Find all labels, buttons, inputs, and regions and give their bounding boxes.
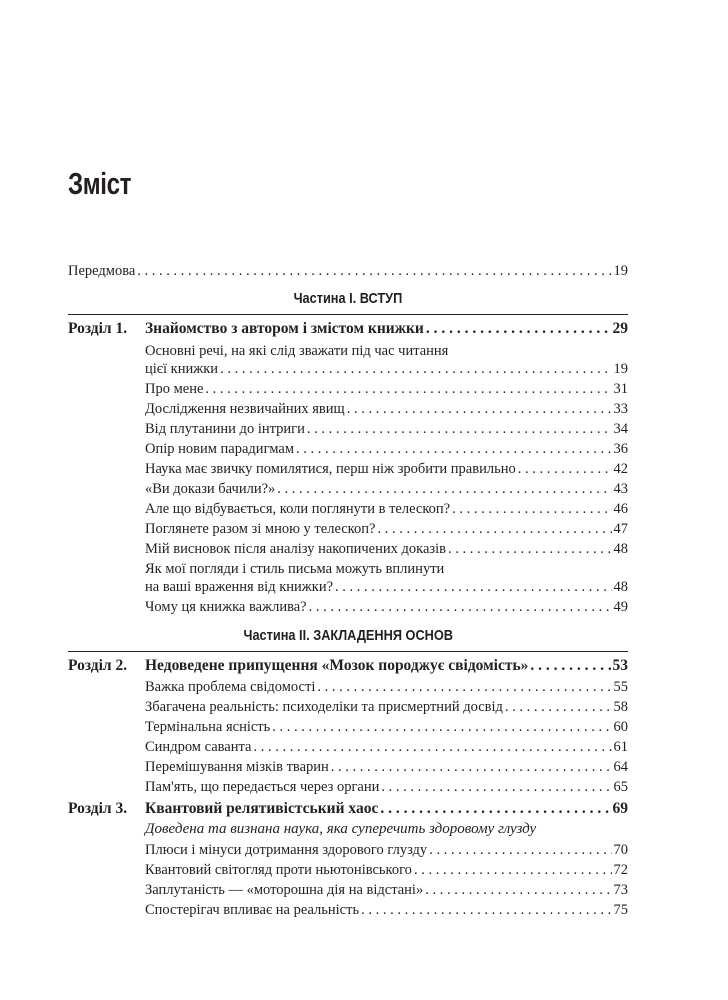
entry-page: 31 (613, 381, 628, 397)
entry-page: 19 (613, 263, 628, 279)
page-title: Зміст (68, 166, 132, 201)
entry-page: 64 (613, 759, 628, 775)
entry-page: 48 (613, 541, 628, 557)
entry-page: 75 (613, 902, 628, 918)
entry-page: 65 (613, 779, 628, 795)
leader-dots (253, 738, 611, 756)
leader-dots (307, 420, 612, 438)
toc-entry[interactable] (145, 460, 628, 478)
toc-entry[interactable] (145, 678, 628, 696)
toc-entry[interactable] (145, 420, 628, 438)
entry-page: 43 (613, 481, 628, 497)
entry-page: 46 (613, 501, 628, 517)
entry-label: на ваші враження від книжки? (145, 579, 334, 595)
leader-dots (272, 718, 611, 736)
entry-label: Мій висновок після аналізу накопичених доказів (145, 541, 446, 557)
chapter-subtitle: Доведена та визнана наука, яка суперечить здоровому глузду (145, 821, 537, 837)
entry-label: Дослідження незвичайних явищ (145, 401, 345, 417)
entry-page: 34 (613, 421, 628, 437)
entry-label: Але що відбувається, коли поглянути в телескоп? (145, 501, 451, 517)
entry-page: 60 (613, 719, 628, 735)
toc-entry[interactable] (145, 500, 628, 518)
entry-label: «Ви докази бачили?» (145, 481, 276, 497)
leader-dots (426, 320, 611, 338)
toc-entry[interactable] (145, 841, 628, 859)
entry-label: цієї книжки (145, 361, 219, 377)
toc-entry[interactable] (145, 598, 628, 616)
divider (68, 314, 628, 315)
toc-entry[interactable] (145, 758, 628, 776)
toc-entry[interactable] (145, 901, 628, 919)
entry-label: Пам'ять, що передається через органи (145, 779, 380, 795)
part-heading: Частина I. ВСТУП (293, 290, 403, 307)
entry-page: 36 (613, 441, 628, 457)
entry-label: Важка проблема свідомості (145, 679, 316, 695)
leader-dots (277, 480, 611, 498)
entry-page: 49 (613, 599, 628, 615)
entry-page: 47 (613, 521, 628, 537)
entry-page: 73 (613, 882, 628, 898)
part-heading: Частина II. ЗАКЛАДЕННЯ ОСНОВ (243, 627, 453, 644)
toc-entry[interactable] (145, 480, 628, 498)
chapter-number: Розділ 3. (68, 800, 128, 817)
leader-dots (414, 861, 612, 879)
entry-label: Опір новим парадигмам (145, 441, 295, 457)
entry-page: 55 (613, 679, 628, 695)
entry-label: Спостерігач впливає на реальність (145, 902, 360, 918)
entry-page: 70 (613, 842, 628, 858)
leader-dots (448, 540, 612, 558)
toc-entry[interactable] (145, 540, 628, 558)
entry-label: Термінальна ясність (145, 719, 271, 735)
divider (68, 651, 628, 652)
entry-label: Чому ця книжка важлива? (145, 599, 307, 615)
leader-dots (377, 520, 611, 538)
chapter-number: Розділ 1. (68, 320, 128, 337)
entry-label: Квантовий світогляд проти ньютонівського (145, 862, 412, 878)
leader-dots (317, 678, 611, 696)
toc-entry[interactable] (145, 881, 628, 899)
entry-label: Збагачена реальність: психоделіки та присмертний досвід (145, 699, 503, 715)
chapter-heading[interactable] (68, 657, 628, 675)
chapter-title: Недоведене припущення «Мозок породжує свідомість» (145, 657, 529, 674)
leader-dots (429, 841, 611, 859)
toc-entry[interactable] (145, 400, 628, 418)
entry-page: 42 (613, 461, 628, 477)
leader-dots (530, 657, 610, 675)
leader-dots (452, 500, 611, 518)
entry-label: Наука має звичку помилятися, перш ніж зробити правильно (145, 461, 516, 477)
leader-dots (380, 800, 610, 818)
entry-page: 58 (613, 699, 628, 715)
leader-dots (331, 758, 612, 776)
entry-label: Передмова (68, 263, 136, 279)
entry-label: Поглянете разом зі мною у телескоп? (145, 521, 376, 537)
chapter-heading[interactable] (68, 320, 628, 338)
entry-label: Перемішування мізків тварин (145, 759, 329, 775)
entry-label: Про мене (145, 381, 204, 397)
toc-entry-preface[interactable] (68, 262, 628, 280)
chapter-page: 29 (612, 320, 628, 337)
toc-entry[interactable] (145, 380, 628, 398)
toc-entry[interactable] (145, 520, 628, 538)
entry-page: 48 (613, 579, 628, 595)
entry-page: 72 (613, 862, 628, 878)
entry-label-line: Основні речі, на які слід зважати під час читання (145, 343, 449, 359)
chapter-page: 53 (612, 657, 628, 674)
leader-dots (205, 380, 611, 398)
toc-entry[interactable] (145, 578, 628, 596)
leader-dots (335, 578, 611, 596)
toc-entry[interactable] (145, 440, 628, 458)
chapter-title: Квантовий релятивістський хаос (145, 800, 379, 817)
entry-page: 19 (613, 361, 628, 377)
toc-entry[interactable] (145, 861, 628, 879)
leader-dots (137, 262, 611, 280)
chapter-title: Знайомство з автором і змістом книжки (145, 320, 424, 337)
toc-entry[interactable] (145, 718, 628, 736)
leader-dots (505, 698, 612, 716)
entry-label-line: Як мої погляди і стиль письма можуть вплинути (145, 561, 445, 577)
leader-dots (296, 440, 611, 458)
entry-label: Від плутанини до інтриги (145, 421, 305, 437)
chapter-number: Розділ 2. (68, 657, 128, 674)
chapter-page: 69 (612, 800, 628, 817)
entry-label: Заплутаність — «моторошна дія на відстані» (145, 882, 424, 898)
leader-dots (425, 881, 611, 899)
leader-dots (518, 460, 612, 478)
toc-entry[interactable] (145, 360, 628, 378)
entry-label: Плюси і мінуси дотримання здорового глузду (145, 842, 428, 858)
leader-dots (220, 360, 611, 378)
chapter-heading[interactable] (68, 800, 628, 818)
leader-dots (381, 778, 611, 796)
toc-entry[interactable] (145, 738, 628, 756)
entry-page: 61 (613, 739, 628, 755)
leader-dots (361, 901, 611, 919)
leader-dots (347, 400, 612, 418)
entry-page: 33 (613, 401, 628, 417)
leader-dots (309, 598, 612, 616)
toc-entry[interactable] (145, 698, 628, 716)
entry-label: Синдром саванта (145, 739, 252, 755)
toc-entry[interactable] (145, 778, 628, 796)
